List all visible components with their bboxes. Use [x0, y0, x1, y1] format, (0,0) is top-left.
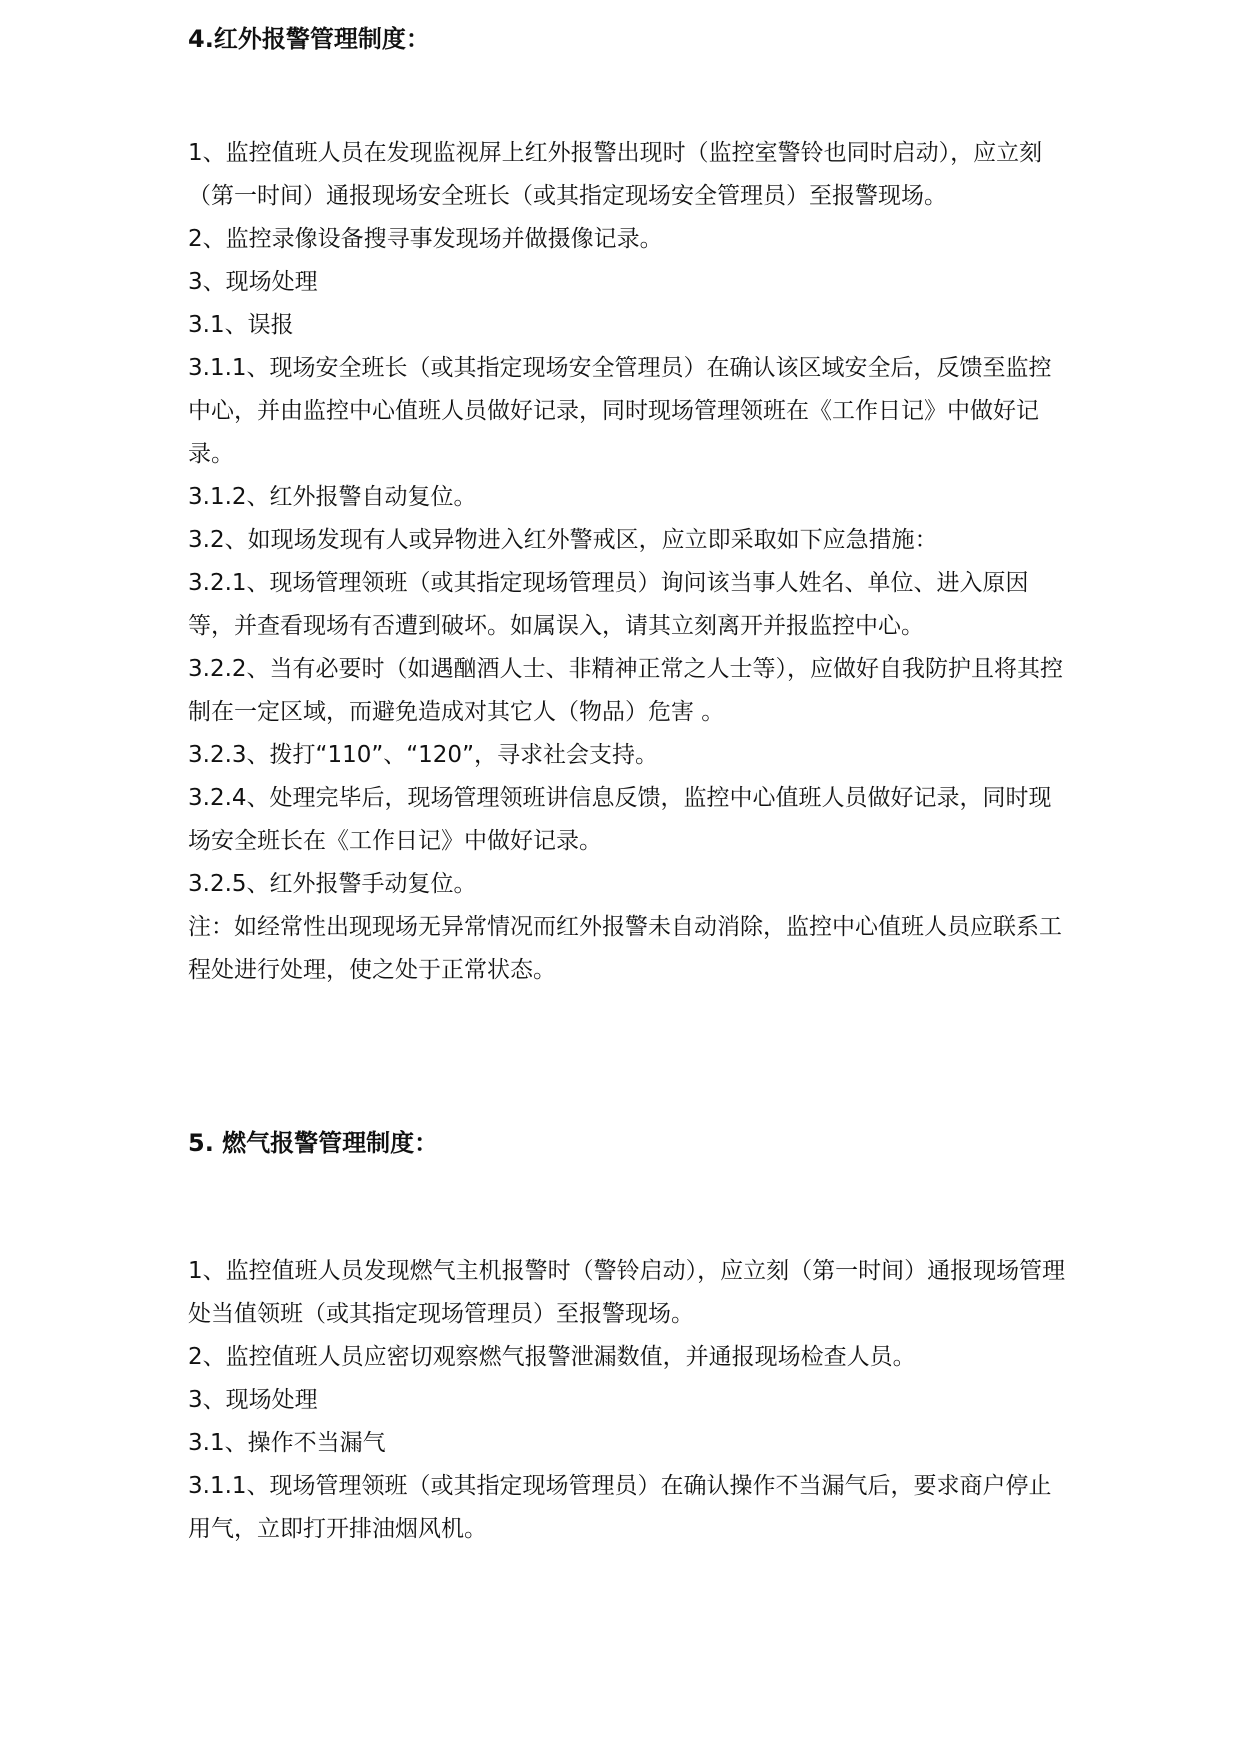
section-4-paragraph: 3、现场处理	[188, 269, 318, 295]
section-5-paragraph: 2、监控值班人员应密切观察燃气报警泄漏数值，并通报现场检查人员。	[188, 1344, 916, 1370]
section-4-paragraph: 3.1.1、现场安全班长（或其指定现场安全管理员）在确认该区域安全后，反馈至监控中心，并由监控中心值班人员做好记录，同时现场管理领班在《工作日记》中做好记录。	[188, 355, 1052, 467]
section-4-paragraph: 注：如经常性出现现场无异常情况而红外报警未自动消除，监控中心值班人员应联系工程处进行处理，使之处于正常状态。	[188, 914, 1062, 983]
section-4-paragraph: 3.1.2、红外报警自动复位。	[188, 484, 477, 510]
section-4-paragraph: 3.1、误报	[188, 312, 294, 338]
section-5-paragraph: 3.1.1、现场管理领班（或其指定现场管理员）在确认操作不当漏气后，要求商户停止用气，立即打开排油烟风机。	[188, 1473, 1052, 1542]
section-5-heading: 5. 燃气报警管理制度：	[188, 1129, 439, 1157]
section-4-paragraph: 3.2.4、处理完毕后，现场管理领班讲信息反馈，监控中心值班人员做好记录，同时现场安全班长在《工作日记》中做好记录。	[188, 785, 1052, 854]
section-5-paragraph: 3、现场处理	[188, 1387, 318, 1413]
section-4-paragraph: 3.2.2、当有必要时（如遇酗酒人士、非精神正常之人士等），应做好自我防护且将其控制在一定区域，而避免造成对其它人（物品）危害 。	[188, 656, 1064, 725]
section-5-paragraph: 1、监控值班人员发现燃气主机报警时（警铃启动），应立刻（第一时间）通报现场管理处当值领班（或其指定现场管理员）至报警现场。	[188, 1258, 1066, 1327]
section-4-paragraph: 3.2.5、红外报警手动复位。	[188, 871, 477, 897]
section-5-body	[188, 1250, 1068, 1551]
section-4-paragraph: 3.2.1、现场管理领班（或其指定现场管理员）询问该当事人姓名、单位、进入原因等，并查看现场有否遭到破坏。如属误入，请其立刻离开并报监控中心。	[188, 570, 1029, 639]
section-4-paragraph: 3.2、如现场发现有人或异物进入红外警戒区，应立即采取如下应急措施：	[188, 527, 938, 553]
section-5-paragraph: 3.1、操作不当漏气	[188, 1430, 386, 1456]
section-4-paragraph: 3.2.3、拨打“110”、“120”，寻求社会支持。	[188, 742, 658, 768]
section-4-body	[188, 132, 1068, 992]
section-4-heading: 4.红外报警管理制度：	[188, 25, 430, 53]
section-4-paragraph: 1、监控值班人员在发现监视屏上红外报警出现时（监控室警铃也同时启动），应立刻（第一时间）通报现场安全班长（或其指定现场安全管理员）至报警现场。	[188, 140, 1043, 209]
section-4-paragraph: 2、监控录像设备搜寻事发现场并做摄像记录。	[188, 226, 663, 252]
